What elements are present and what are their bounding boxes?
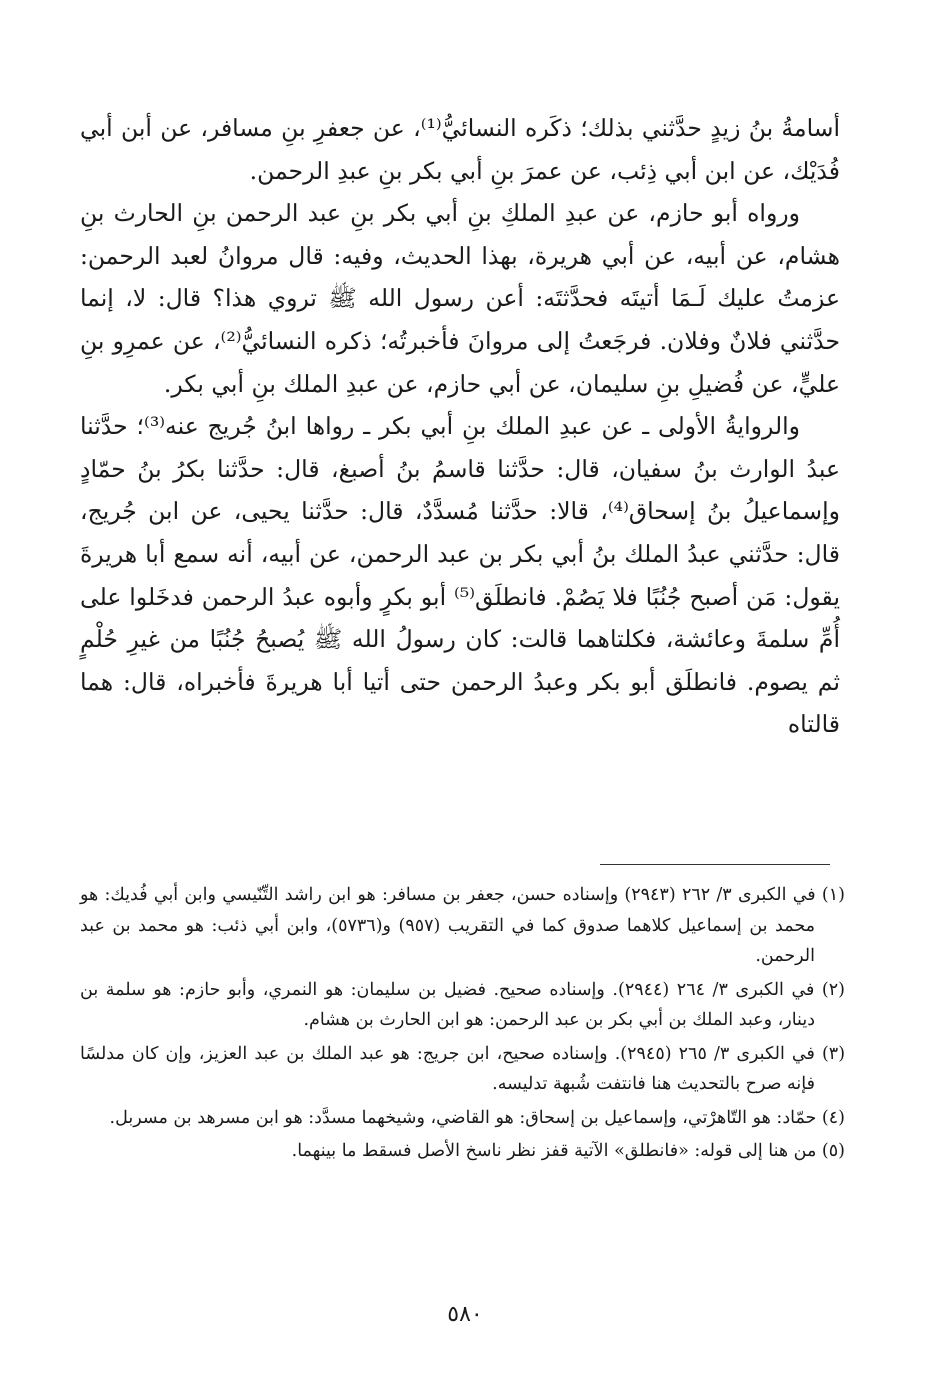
main-text [80,107,840,746]
footnote-2: (٢) في الكبرى ٣/ ٢٦٤ (٢٩٤٤). وإسناده صحيح. فضيل بن سليمان: هو النمري، وأبو حازم: هو سلمة بن دينار، وعبد الملك بن أبي بكر بن عبد الرحمن: هو ابن الحارث بن هشام. [80,979,845,1030]
paragraph-2: ورواه أبو حازم، عن عبدِ الملكِ بنِ أبي بكر بنِ عبد الرحمن بنِ الحارث بنِ هشام، عن أبيه، عن أبي هريرة، بهذا الحديث، وفيه: قال مروانُ لعبد الرحمن: عزمتُ عليك لَـمَا أتيتَه فحدَّثتَه: أعن رسول الله ﷺ تروي هذا؟ قال: لا، إنما حدَّثني فلانٌ وفلان. فرجَعتُ إلى مروانَ فأخبرتُه؛ ذكره النسائيُّ⁽²⁾، عن عمرِو بنِ عليٍّ، عن فُضيلِ بنِ سليمان، عن أبي حازم، عن عبدِ الملك بنِ أبي بكر. [80,199,840,398]
paragraph-1: أسامةُ بنُ زيدٍ حدَّثني بذلك؛ ذكَره النسائيُّ⁽¹⁾، عن جعفرِ بنِ مسافر، عن أبن أبي فُدَيْك، عن ابن أبي ذِئب، عن عمرَ بنِ أبي بكر بنِ عبدِ الرحمن. [80,114,840,185]
footnote-4: (٤) حمّاد: هو التّاهرْتي، وإسماعيل بن إسحاق: هو القاضي، وشيخهما مسدَّد: هو ابن مسرهد بن مسربل. [109,1107,845,1128]
footnote-3: (٣) في الكبرى ٣/ ٢٦٥ (٢٩٤٥). وإسناده صحيح، ابن جريج: هو عبد الملك بن عبد العزيز، وإن كان مدلسًا فإنه صرح بالتحديث هنا فانتفت شُبهة تدليسه. [80,1043,846,1094]
footnote-5: (٥) من هنا إلى قوله: «فانطلق» الآتية قفز نظر ناسخ الأصل فسقط ما بينهما. [291,1141,845,1161]
footnotes [80,880,845,1170]
footnote-separator [600,864,830,865]
footnote-1: (١) في الكبرى ٣/ ٢٦٢ (٢٩٤٣) وإسناده حسن، جعفر بن مسافر: هو ابن راشد التِّنّيسي وابن أبي فُديك: هو محمد بن إسماعيل كلاهما صدوق كما في التقريب (٩٥٧) و(٥٧٣٦)، وابن أبي ذئب: هو محمد بن عبد الرحمن. [80,885,845,966]
page-number: ٥٨٠ [447,1302,483,1327]
paragraph-3: والروايةُ الأولى ـ عن عبدِ الملك بنِ أبي بكر ـ رواها ابنُ جُريج عنه⁽³⁾؛ حدَّثنا عبدُ الوارث بنُ سفيان، قال: حدَّثنا قاسمُ بنُ أصبغ، قال: حدَّثنا بكرُ بنُ حمّادٍ وإسماعيلُ بنُ إسحاق⁽⁴⁾، قالا: حدَّثنا مُسدَّدٌ، قال: حدَّثنا يحيى، عن ابن جُريج، قال: حدَّثني عبدُ الملك بنُ أبي بكر بن عبد الرحمن، عن أبيه، أنه سمع أبا هريرةَ يقول: مَن أصبح جُنُبًا فلا يَصُمْ. فانطلَق⁽⁵⁾ أبو بكرٍ وأبوه عبدُ الرحمن فدخَلوا على أُمِّ سلمةَ وعائشة، فكلتاهما قالت: كان رسولُ الله ﷺ يُصبحُ جُنُبًا من غيرِ حُلْمٍ ثم يصوم. فانطلَق أبو بكر وعبدُ الرحمن حتى أتيا أبا هريرةَ فأخبراه، قال: هما قالتاه [80,412,841,739]
